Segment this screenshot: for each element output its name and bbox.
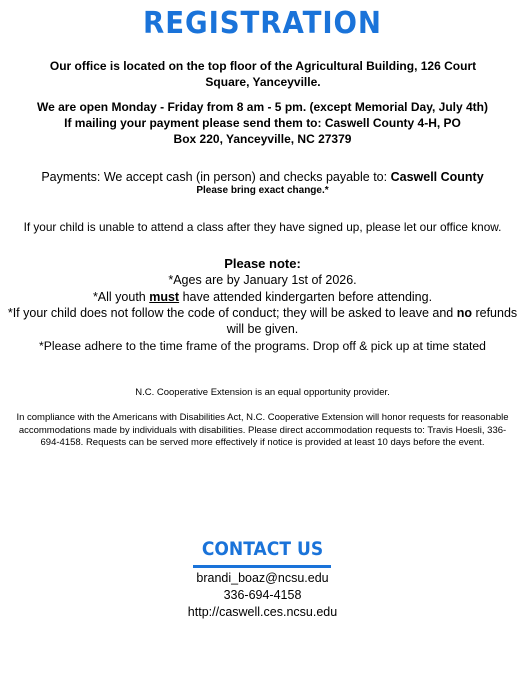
note-heading: Please note: bbox=[224, 256, 301, 271]
equal-opportunity: N.C. Cooperative Extension is an equal opportunity provider. bbox=[135, 387, 390, 398]
exact-change-note: Please bring exact change.* bbox=[196, 185, 329, 196]
note-timeframe: *Please adhere to the time frame of the programs. Drop off & pick up at time stated bbox=[39, 339, 486, 353]
payments-text: Payments: We accept cash (in person) and checks payable to: bbox=[41, 170, 391, 184]
note-ages: *Ages are by January 1st of 2026. bbox=[168, 273, 357, 287]
note-conduct bbox=[4, 305, 521, 337]
office-hours: We are open Monday - Friday from 8 am - 5 pm. (except Memorial Day, July 4th) bbox=[36, 100, 488, 114]
office-location: Our office is located on the top floor of the Agricultural Building, 126 Court Square, Yanceyville. bbox=[49, 59, 477, 89]
note-youth-post: have attended kindergarten before attending. bbox=[179, 290, 433, 304]
contact-heading: CONTACT US bbox=[201, 538, 324, 560]
note-youth-pre: *All youth bbox=[92, 290, 150, 304]
contact-email[interactable]: brandi_boaz@ncsu.edu bbox=[196, 571, 329, 585]
note-youth bbox=[0, 289, 525, 305]
ada-statement: In compliance with the Americans with Disabilities Act, N.C. Cooperative Extension will honor requests for reasonable accommodations made by individuals with disabilities. Please direct accommodation requests to: Travis Hoesli, 336-694-4158. Requests can be served more effectively if notice is provided at least 10 days before the event. bbox=[16, 412, 509, 448]
payments-line bbox=[0, 169, 525, 185]
note-conduct-emph: no bbox=[456, 306, 472, 320]
mailing-info: If mailing your payment please send them to: Caswell County 4-H, PO Box 220, Yanceyville, NC 27379 bbox=[64, 116, 461, 146]
note-conduct-post: refunds will be given. bbox=[226, 306, 518, 336]
note-youth-emph: must bbox=[149, 290, 180, 304]
note-conduct-pre: *If your child does not follow the code of conduct; they will be asked to leave and bbox=[7, 306, 457, 320]
contact-phone[interactable]: 336-694-4158 bbox=[223, 588, 302, 602]
page-title: REGISTRATION bbox=[143, 6, 382, 41]
contact-underline bbox=[193, 565, 331, 568]
unable-notice: If your child is unable to attend a class after they have signed up, please let our office know. bbox=[23, 220, 502, 234]
payments-payee: Caswell County bbox=[390, 170, 484, 184]
contact-website[interactable]: http://caswell.ces.ncsu.edu bbox=[187, 605, 338, 619]
